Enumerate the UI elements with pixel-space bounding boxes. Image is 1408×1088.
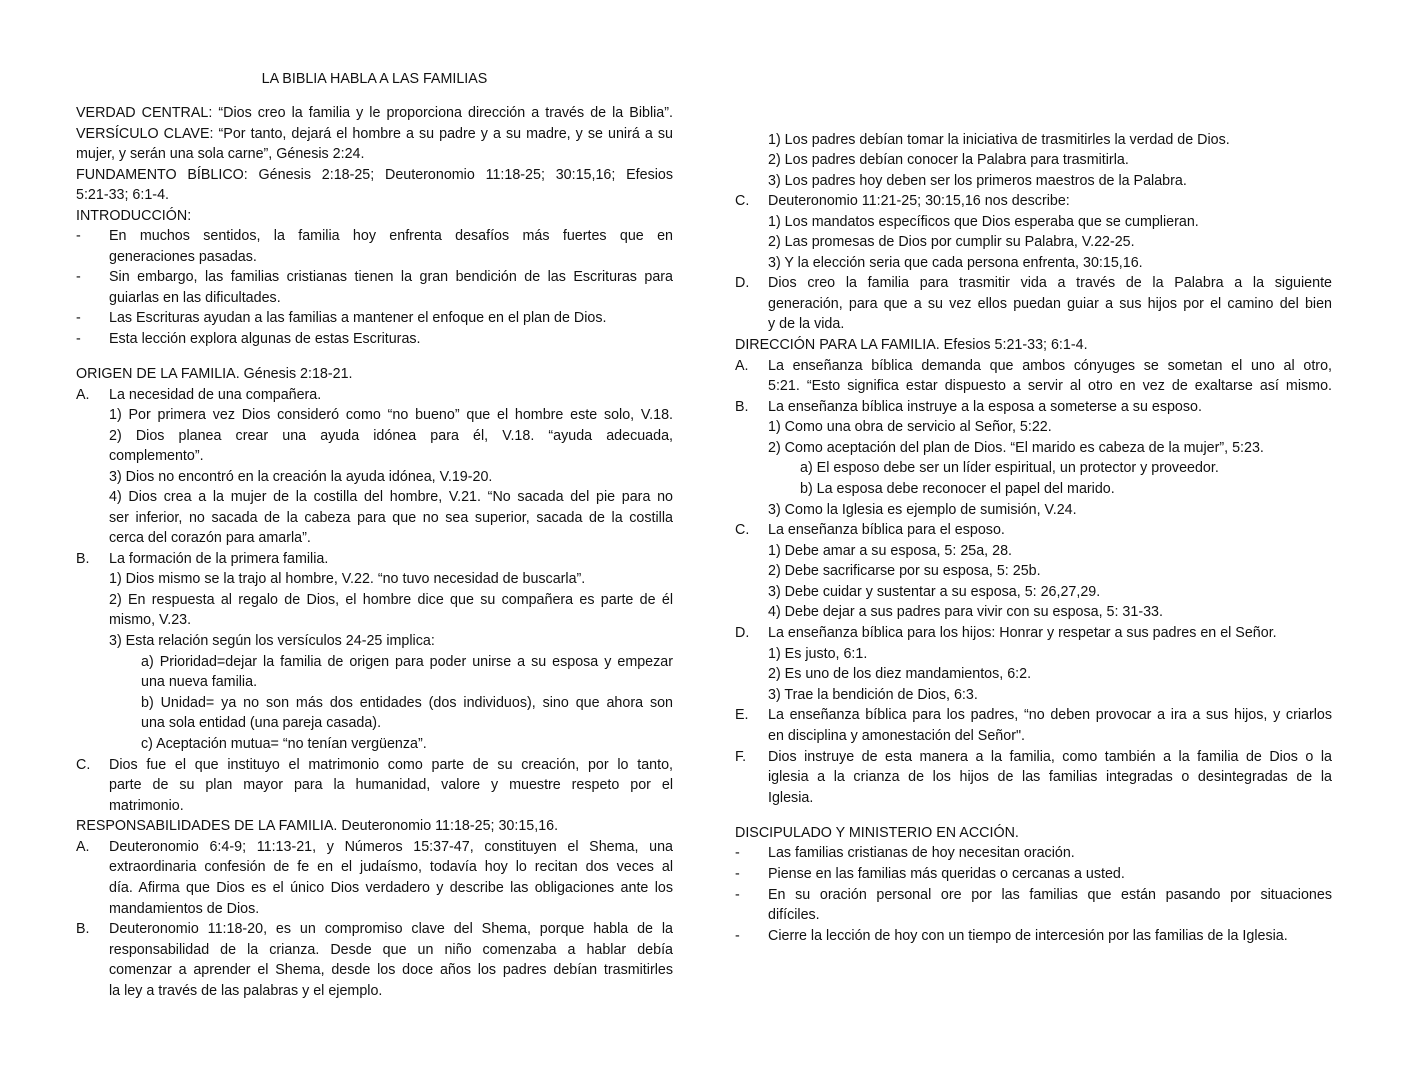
right-text-line: Iglesia. (768, 790, 814, 806)
right-text-line: - (735, 928, 740, 944)
right-text-line: E. (735, 707, 749, 723)
right-text-line: Cierre la lección de hoy con un tiempo de intercesión por las familias de la Iglesia. (768, 928, 1288, 944)
left-text-line: Dios fue el que instituyo el matrimonio como parte de su creación, por lo tanto, (109, 757, 673, 773)
right-text-line: Dios instruye de esta manera a la familia, como también a la familia de Dios o la (768, 749, 1332, 765)
right-text-line: DIRECCIÓN PARA LA FAMILIA. Efesios 5:21-33; 6:1-4. (735, 337, 1088, 353)
right-text-line: 1) Los padres debían tomar la iniciativa de trasmitirles la verdad de Dios. (768, 132, 1230, 148)
left-text-line: INTRODUCCIÓN: (76, 208, 192, 224)
left-text-line: A. (76, 839, 90, 855)
left-text-line: matrimonio. (109, 798, 184, 814)
left-text-line: 4) Dios crea a la mujer de la costilla del hombre, V.21. “No sacada del pie para no (109, 489, 673, 505)
left-text-line: La necesidad de una compañera. (109, 387, 322, 403)
right-text-line: 2) Es uno de los diez mandamientos, 6:2. (768, 666, 1032, 682)
left-text-line: parte de su plan mayor para la humanidad, valore y muestre respeto por el (109, 777, 673, 793)
right-text-line: La enseñanza bíblica para el esposo. (768, 522, 1005, 538)
left-text-line: mismo, V.23. (109, 612, 192, 628)
left-text-line: En muchos sentidos, la familia hoy enfrenta desafíos más fuertes que en (109, 228, 673, 244)
right-text-line: generación, para que a su vez ellos puedan guiar a sus hijos por el camino del bien (768, 296, 1332, 312)
right-text-line: 3) Debe cuidar y sustentar a su esposa, 5: 26,27,29. (768, 584, 1101, 600)
right-text-line: C. (735, 193, 750, 209)
right-text-line: b) La esposa debe reconocer el papel del marido. (800, 481, 1115, 497)
left-text-line: la ley a través de las palabras y el ejemplo. (109, 983, 383, 999)
left-text-line: ORIGEN DE LA FAMILIA. Génesis 2:18-21. (76, 366, 353, 382)
left-text-line: 1) Por primera vez Dios consideró como “no bueno” que el hombre este solo, V.18. (109, 407, 673, 423)
right-text-line: en disciplina y amonestación del Señor". (768, 728, 1026, 744)
right-text-line: 3) Los padres hoy deben ser los primeros maestros de la Palabra. (768, 173, 1187, 189)
left-text-line: guiarlas en las dificultades. (109, 290, 281, 306)
right-text-line: 3) Y la elección seria que cada persona enfrenta, 30:15,16. (768, 255, 1143, 271)
left-text-line: RESPONSABILIDADES DE LA FAMILIA. Deuteronomio 11:18-25; 30:15,16. (76, 818, 559, 834)
left-text-line: 3) Dios no encontró en la creación la ayuda idónea, V.19-20. (109, 469, 493, 485)
left-text-line: generaciones pasadas. (109, 249, 257, 265)
left-text-line: - (76, 331, 81, 347)
right-text-line: A. (735, 358, 749, 374)
left-text-line: ser inferior, no sacada de la cabeza para que no sea superior, sacada de la costilla (109, 510, 673, 526)
right-text-line: 1) Los mandatos específicos que Dios esperaba que se cumplieran. (768, 214, 1199, 230)
right-text-line: a) El esposo debe ser un líder espiritual, un protector y proveedor. (800, 460, 1219, 476)
left-text-line: Esta lección explora algunas de estas Escrituras. (109, 331, 421, 347)
right-text-line: 4) Debe dejar a sus padres para vivir con su esposa, 5: 31-33. (768, 604, 1163, 620)
right-text-line: Las familias cristianas de hoy necesitan oración. (768, 845, 1075, 861)
left-text-line: una nueva familia. (141, 674, 258, 690)
left-text-line: 2) En respuesta al regalo de Dios, el hombre dice que su compañera es parte de él (109, 592, 673, 608)
right-text-line: 1) Debe amar a su esposa, 5: 25a, 28. (768, 543, 1012, 559)
right-text-line: Deuteronomio 11:21-25; 30:15,16 nos describe: (768, 193, 1070, 209)
left-text-line: comenzar a aprender el Shema, desde los doce años los padres debían trasmitirles (109, 962, 673, 978)
left-text-line: - (76, 310, 81, 326)
right-text-line: La enseñanza bíblica demanda que ambos cónyuges se sometan el uno al otro, (768, 358, 1332, 374)
right-text-line: C. (735, 522, 750, 538)
right-text-line: 2) Debe sacrificarse por su esposa, 5: 25b. (768, 563, 1041, 579)
right-text-line: La enseñanza bíblica para los padres, “no deben provocar a ira a sus hijos, y criarlos (768, 707, 1332, 723)
right-text-line: D. (735, 275, 750, 291)
right-text-line: 1) Es justo, 6:1. (768, 646, 868, 662)
left-text-line: VERSÍCULO CLAVE: “Por tanto, dejará el hombre a su padre y a su madre, y se unirá a su (76, 126, 673, 142)
left-text-line: 5:21-33; 6:1-4. (76, 187, 169, 203)
left-text-line: A. (76, 387, 90, 403)
left-text-line: mandamientos de Dios. (109, 901, 260, 917)
left-text-line: mujer, y serán una sola carne”, Génesis 2:24. (76, 146, 365, 162)
right-text-line: 2) Las promesas de Dios por cumplir su Palabra, V.22-25. (768, 234, 1135, 250)
left-text-line: a) Prioridad=dejar la familia de origen para poder unirse a su esposa y empezar (141, 654, 673, 670)
left-text-line: Las Escrituras ayudan a las familias a mantener el enfoque en el plan de Dios. (109, 310, 607, 326)
left-text-line: b) Unidad= ya no son más dos entidades (dos individuos), sino que ahora son (141, 695, 673, 711)
right-text-line: D. (735, 625, 750, 641)
right-text-line: 1) Como una obra de servicio al Señor, 5:22. (768, 419, 1052, 435)
right-text-line: Piense en las familias más queridas o cercanas a usted. (768, 866, 1125, 882)
left-text-line: VERDAD CENTRAL: “Dios creo la familia y le proporciona dirección a través de la Biblia”. (76, 105, 673, 121)
left-text-line: 2) Dios planea crear una ayuda idónea para él, V.18. “ayuda adecuada, (109, 428, 673, 444)
left-text-line: LA BIBLIA HABLA A LAS FAMILIAS (261, 71, 488, 87)
right-text-line: La enseñanza bíblica para los hijos: Honrar y respetar a sus padres en el Señor. (768, 625, 1277, 641)
left-text-line: FUNDAMENTO BÍBLICO: Génesis 2:18-25; Deuteronomio 11:18-25; 30:15,16; Efesios (76, 167, 673, 183)
left-text-line: día. Afirma que Dios es el único Dios verdadero y describe las obligaciones ante los (109, 880, 673, 896)
left-text-line: complemento”. (109, 448, 204, 464)
left-text-line: c) Aceptación mutua= “no tenían vergüenza”. (141, 736, 427, 752)
left-text-line: B. (76, 551, 90, 567)
right-text-line: 5:21. “Esto significa estar dispuesto a servir al otro en vez de exaltarse así mismo. (768, 378, 1332, 394)
left-text-line: 3) Esta relación según los versículos 24-25 implica: (109, 633, 435, 649)
right-text-line: 2) Como aceptación del plan de Dios. “El marido es cabeza de la mujer”, 5:23. (768, 440, 1264, 456)
left-text-line: Deuteronomio 11:18-20, es un compromiso clave del Shema, porque habla de la (109, 921, 673, 937)
right-text-line: La enseñanza bíblica instruye a la esposa a someterse a su esposo. (768, 399, 1202, 415)
left-text-line: cerca del corazón para amarla”. (109, 530, 311, 546)
left-text-line: - (76, 269, 81, 285)
left-text-line: extraordinaria confesión de fe en el judaísmo, todavía hoy lo recitan dos veces al (109, 859, 673, 875)
left-text-line: - (76, 228, 81, 244)
right-text-line: difíciles. (768, 907, 820, 923)
right-text-line: DISCIPULADO Y MINISTERIO EN ACCIÓN. (735, 825, 1019, 841)
left-text-line: una sola entidad (una pareja casada). (141, 715, 382, 731)
right-text-line: En su oración personal ore por las familias que están pasando por situaciones (768, 887, 1332, 903)
left-text-line: C. (76, 757, 91, 773)
left-text-line: La formación de la primera familia. (109, 551, 329, 567)
right-text-line: - (735, 866, 740, 882)
right-text-line: B. (735, 399, 749, 415)
right-text-line: Dios creo la familia para trasmitir vida a través de la Palabra a la siguiente (768, 275, 1332, 291)
right-text-line: - (735, 887, 740, 903)
left-text-line: responsabilidad de la crianza. Desde que un niño comenzaba a hablar debía (109, 942, 673, 958)
left-text-line: B. (76, 921, 90, 937)
left-text-line: 1) Dios mismo se la trajo al hombre, V.22. “no tuvo necesidad de buscarla”. (109, 571, 586, 587)
left-text-line: Sin embargo, las familias cristianas tienen la gran bendición de las Escrituras para (109, 269, 673, 285)
right-text-line: iglesia a la crianza de los hijos de las familias integradas o desintegradas de la (768, 769, 1332, 785)
right-text-line: 3) Como la Iglesia es ejemplo de sumisión, V.24. (768, 502, 1077, 518)
right-text-line: y de la vida. (768, 316, 845, 332)
right-text-line: 3) Trae la bendición de Dios, 6:3. (768, 687, 978, 703)
right-text-line: 2) Los padres debían conocer la Palabra para trasmitirla. (768, 152, 1129, 168)
left-text-line: Deuteronomio 6:4-9; 11:13-21, y Números 15:37-47, constituyen el Shema, una (109, 839, 673, 855)
right-text-line: - (735, 845, 740, 861)
right-text-line: F. (735, 749, 747, 765)
